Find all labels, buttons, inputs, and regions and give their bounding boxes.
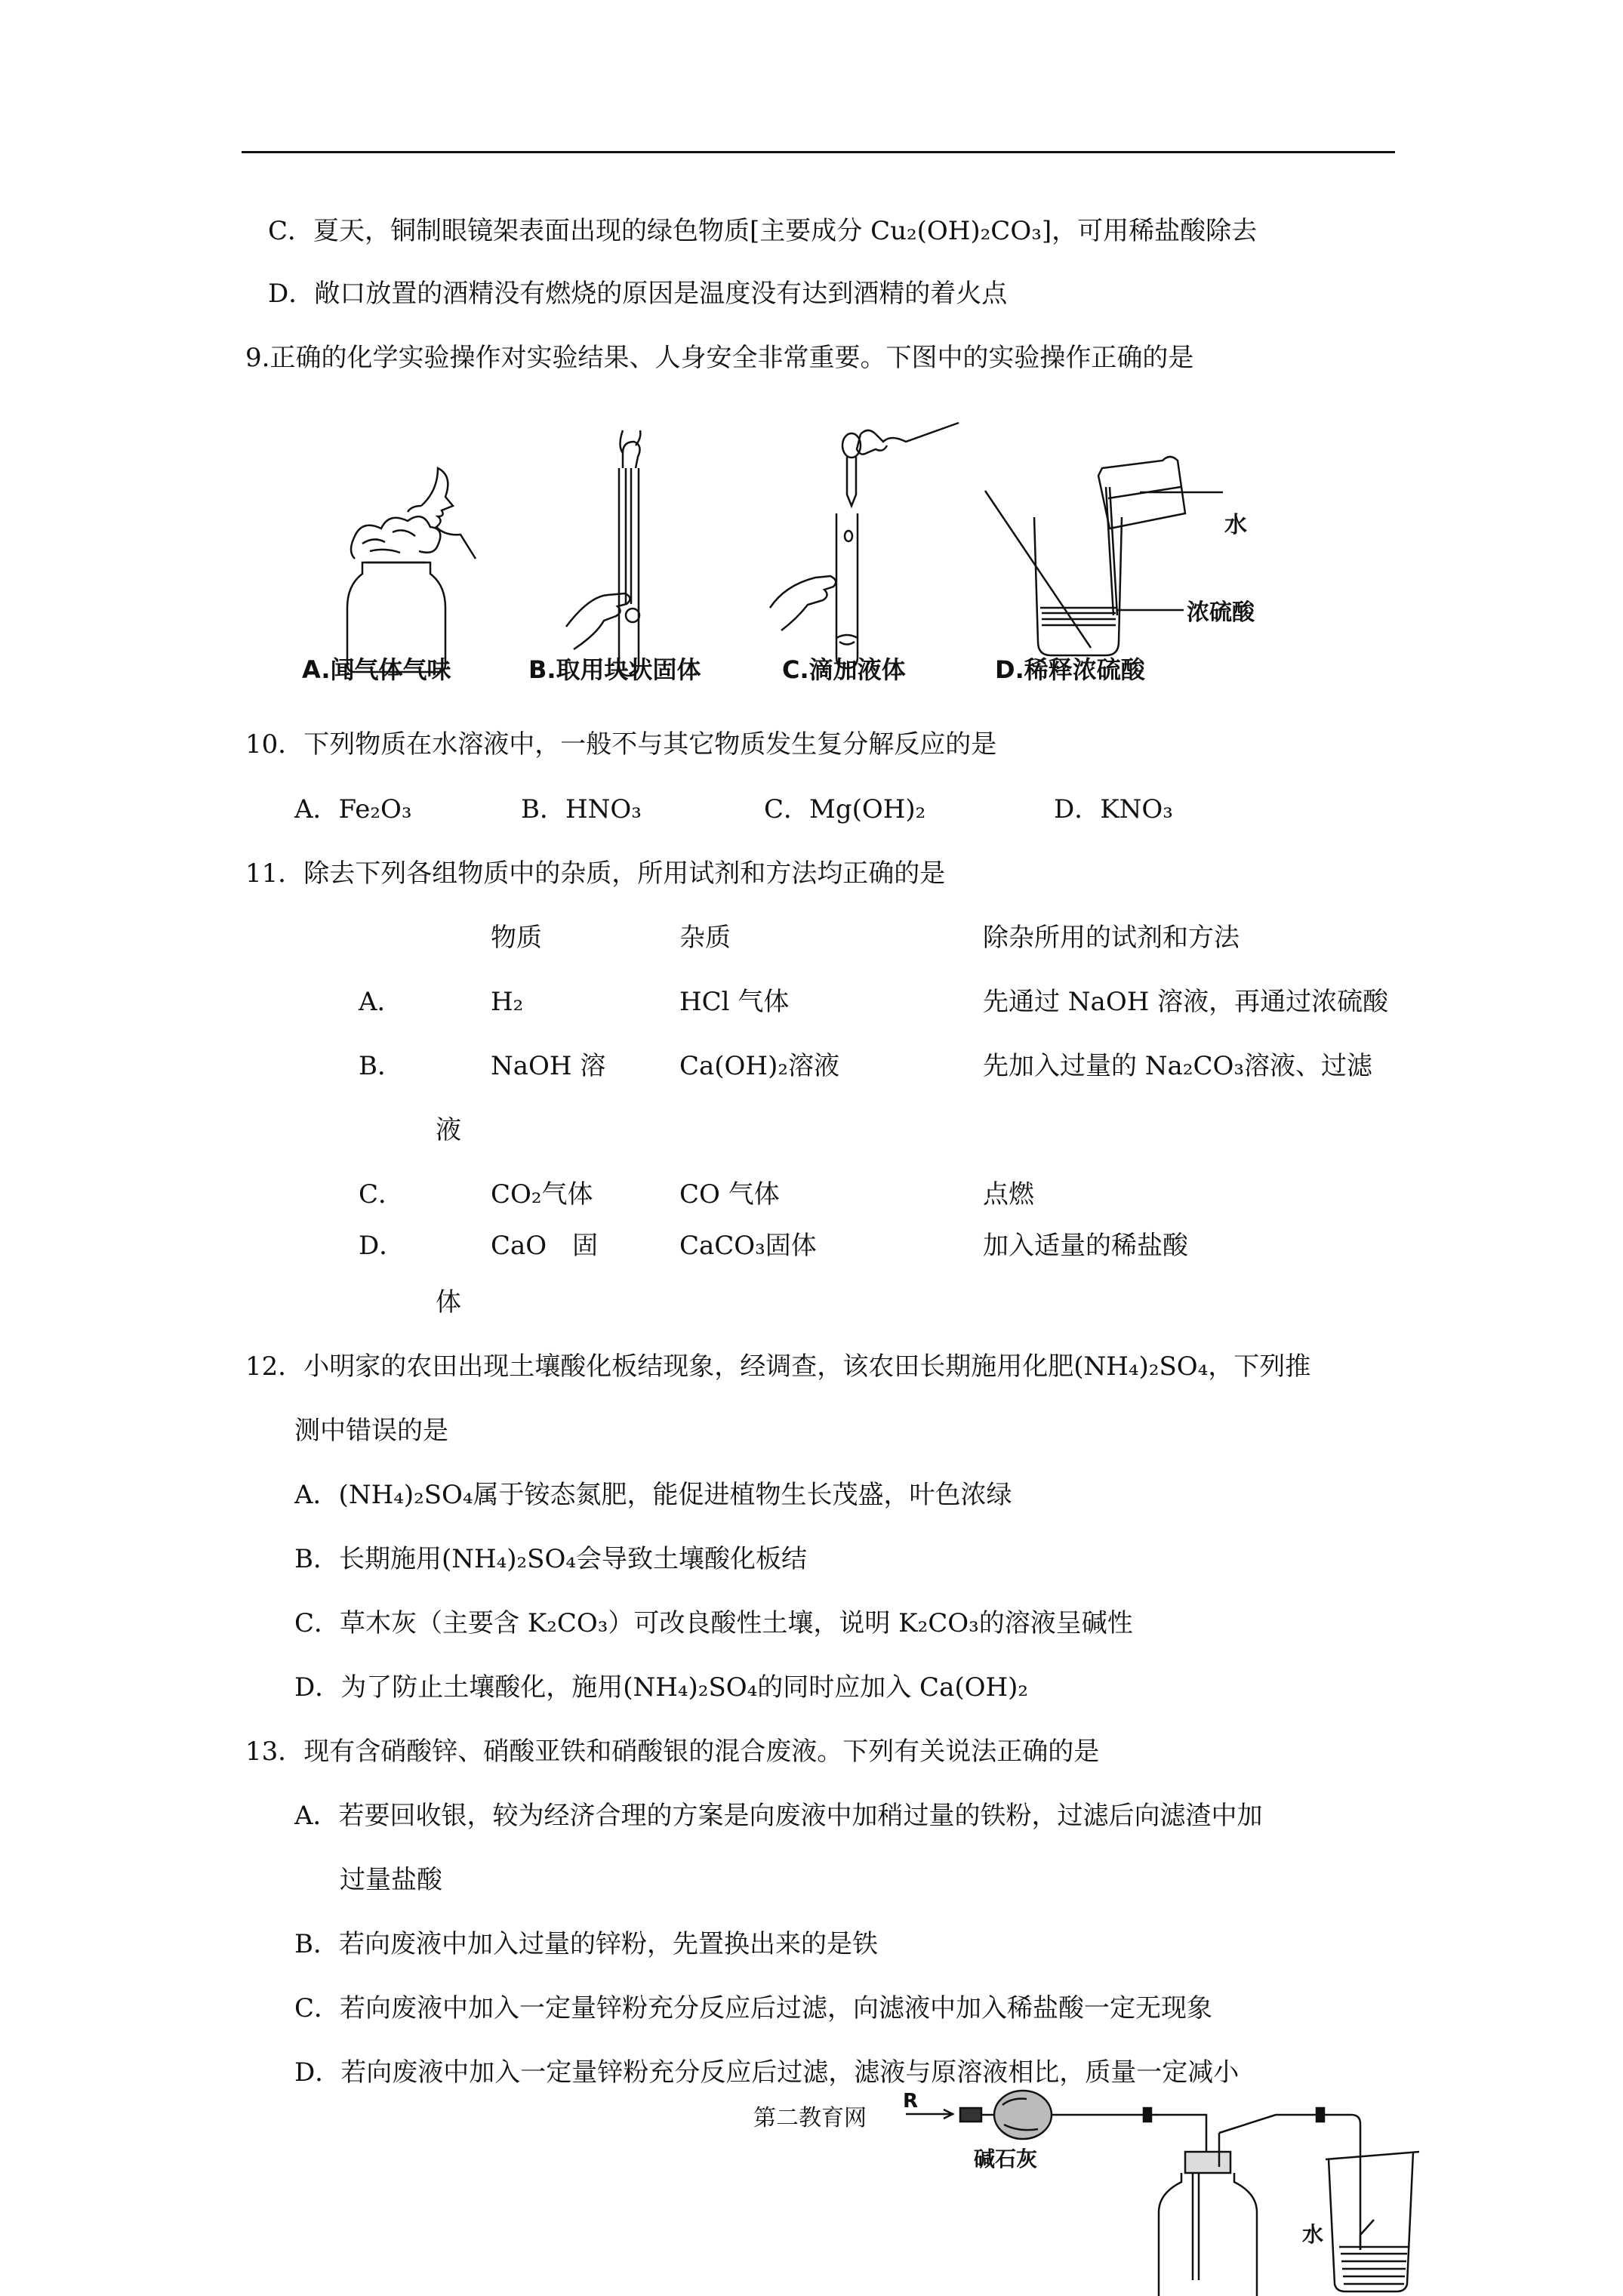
q12-stem-line1: 12．小明家的农田出现土壤酸化板结现象，经调查，该农田长期施用化肥(NH₄)₂SO₄，下列推 (245, 1351, 1311, 1382)
table-row-a-impurity: HCl 气体 (679, 987, 790, 1017)
q12-stem-line2: 测中错误的是 (294, 1416, 448, 1446)
q12-option-b: B．长期施用(NH₄)₂SO₄会导致土壤酸化板结 (294, 1544, 807, 1574)
q10-option-b: B．HNO₃ (521, 794, 642, 824)
q8-option-d: D．敞口放置的酒精没有燃烧的原因是温度没有达到酒精的着火点 (268, 279, 1008, 309)
caption-a: A.闻气体气味 (302, 655, 451, 684)
header-rule (242, 151, 1395, 153)
table-row-a-substance: H₂ (491, 987, 524, 1017)
table-row-b-wrap: 液 (436, 1115, 461, 1145)
table-row-b-impurity: Ca(OH)₂溶液 (679, 1051, 839, 1081)
caption-b: B.取用块状固体 (528, 655, 701, 684)
q11-stem: 11．除去下列各组物质中的杂质，所用试剂和方法均正确的是 (245, 858, 946, 889)
q9-stem: 9.正确的化学实验操作对实验结果、人身安全非常重要。下图中的实验操作正确的是 (245, 343, 1194, 373)
table-row-d-label: D． (359, 1231, 405, 1261)
table-row-c-label: C． (359, 1179, 405, 1210)
table-row-d-substance: CaO 固 (491, 1231, 599, 1261)
table-row-b-label: B． (359, 1051, 403, 1081)
q12-option-d: D．为了防止土壤酸化，施用(NH₄)₂SO₄的同时应加入 Ca(OH)₂ (294, 1672, 1029, 1703)
dilute-acid-illustration (981, 445, 1298, 664)
footer-water-label: 水 (1302, 2222, 1324, 2247)
lime-label: 碱石灰 (974, 2147, 1038, 2171)
table-header-method: 除杂所用的试剂和方法 (983, 923, 1240, 953)
table-header-substance: 物质 (491, 923, 542, 953)
table-row-c-impurity: CO 气体 (679, 1179, 780, 1210)
caption-c: C.滴加液体 (782, 655, 906, 684)
q10-option-a: A．Fe₂O₃ (294, 794, 412, 824)
q10-stem: 10．下列物质在水溶液中，一般不与其它物质发生复分解反应的是 (245, 729, 997, 760)
table-header-impurity: 杂质 (679, 923, 731, 953)
q8-option-c: C．夏天，铜制眼镜架表面出现的绿色物质[主要成分 Cu₂(OH)₂CO₃]，可用稀盐酸除去 (268, 216, 1258, 246)
q10-option-d: D．KNO₃ (1054, 794, 1173, 824)
q13-option-c: C．若向废液中加入一定量锌粉充分反应后过滤，向滤液中加入稀盐酸一定无现象 (294, 1993, 1213, 2023)
q13-option-a-line1: A．若要回收银，较为经济合理的方案是向废液中加稍过量的铁粉，过滤后向滤渣中加 (294, 1801, 1263, 1831)
table-row-c-substance: CO₂气体 (491, 1179, 593, 1210)
table-row-b-method: 先加入过量的 Na₂CO₃溶液、过滤 (983, 1051, 1372, 1081)
drop-liquid-illustration (755, 411, 974, 672)
take-solid-illustration (551, 423, 702, 672)
table-row-a-label: A． (359, 987, 403, 1017)
table-row-d-wrap: 体 (436, 1287, 461, 1318)
gas-label-r: R (903, 2090, 919, 2113)
q13-option-d: D．若向废液中加入一定量锌粉充分反应后过滤，滤液与原溶液相比，质量一定减小 (294, 2057, 1240, 2088)
q12-option-c: C．草木灰（主要含 K₂CO₃）可改良酸性土壤，说明 K₂CO₃的溶液呈碱性 (294, 1608, 1133, 1638)
watermark: 第二教育网 (753, 2105, 867, 2131)
table-row-d-impurity: CaCO₃固体 (679, 1231, 817, 1261)
smell-gas-illustration (332, 423, 498, 672)
q13-option-b: B．若向废液中加入过量的锌粉，先置换出来的是铁 (294, 1929, 878, 1959)
label-water: 水 (1224, 512, 1247, 538)
q13-stem: 13．现有含硝酸锌、硝酸亚铁和硝酸银的混合废液。下列有关说法正确的是 (245, 1737, 1100, 1767)
table-row-a-method: 先通过 NaOH 溶液，再通过浓硫酸 (983, 987, 1389, 1017)
table-row-c-method: 点燃 (983, 1179, 1034, 1210)
caption-d: D.稀释浓硫酸 (995, 655, 1145, 684)
q10-option-c: C．Mg(OH)₂ (764, 794, 926, 824)
label-concentrated-acid: 浓硫酸 (1187, 599, 1255, 626)
q13-option-a-line2: 过量盐酸 (340, 1865, 442, 1895)
table-row-b-substance: NaOH 溶 (491, 1051, 606, 1081)
gas-apparatus-illustration (898, 2099, 1442, 2296)
table-row-d-method: 加入适量的稀盐酸 (983, 1231, 1188, 1261)
q12-option-a: A．(NH₄)₂SO₄属于铵态氮肥，能促进植物生长茂盛，叶色浓绿 (294, 1480, 1012, 1510)
